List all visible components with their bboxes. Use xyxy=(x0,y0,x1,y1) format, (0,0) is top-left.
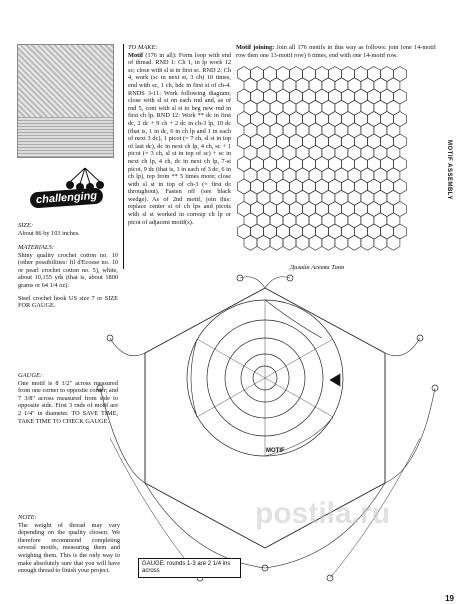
assembly-hexagon xyxy=(244,78,257,93)
assembly-hexagon xyxy=(244,145,257,160)
assembly-hexagon xyxy=(296,78,309,93)
note-text: The weight of thread may vary depending on the quality chosen. We therefore recommend completing several motifs, measuring them and weighing them. This is the only way to make absolutely sure that you will have enough thread to finish your project. xyxy=(18,521,120,575)
gauge-label: GAUGE: xyxy=(18,372,43,379)
assembly-hexagon xyxy=(270,235,283,250)
assembly-hexagon xyxy=(335,123,348,138)
assembly-hexagon xyxy=(283,100,296,115)
assembly-hexagon xyxy=(335,168,348,183)
difficulty-badge: challenging xyxy=(30,187,104,208)
bedspread-photo xyxy=(17,44,114,158)
assembly-hexagon xyxy=(283,78,296,93)
assembly-hexagon xyxy=(257,213,270,228)
assembly-hexagon xyxy=(348,235,361,250)
assembly-hexagon xyxy=(270,100,283,115)
note-label: NOTE: xyxy=(18,514,37,521)
difficulty-cherries-icon xyxy=(60,166,110,186)
size-section xyxy=(18,222,118,237)
crochet-diagram xyxy=(90,268,440,598)
assembly-hexagon xyxy=(374,190,387,205)
assembly-hexagon xyxy=(374,78,387,93)
motif-assembly-grid xyxy=(236,66,441,256)
assembly-hexagon xyxy=(283,168,296,183)
motif-title: Motif xyxy=(128,51,144,59)
joining-title: Motif joining: xyxy=(236,44,275,51)
assembly-hexagon xyxy=(387,78,400,93)
designer-signature: Дизайн Агеева Таня xyxy=(290,264,345,271)
assembly-hexagon xyxy=(296,235,309,250)
assembly-hexagon xyxy=(270,123,283,138)
assembly-hexagon xyxy=(270,213,283,228)
materials-text: Shiny quality crochet cotton no. 10 (other possibilities: fil d'Ecosse no. 10 or pearl crochet cotton no. 5), white, about 10,155 yds (that is, about 1800 grams or 64 1/4 oz). xyxy=(18,251,118,289)
assembly-hexagon xyxy=(309,78,322,93)
page-number: 19 xyxy=(445,594,454,603)
assembly-hexagon xyxy=(348,145,361,160)
assembly-hexagon xyxy=(335,235,348,250)
assembly-hexagon xyxy=(335,145,348,160)
assembly-hexagon xyxy=(322,78,335,93)
joining-text: Join all 176 motifs in this way as follows: join (one 14-motif row then one 13-motif row) 6 times, end with one 14-motif row. xyxy=(236,44,436,59)
assembly-hexagon xyxy=(283,213,296,228)
assembly-hexagon xyxy=(283,145,296,160)
assembly-hexagon xyxy=(244,235,257,250)
assembly-hexagon xyxy=(361,78,374,93)
assembly-hexagon xyxy=(257,123,270,138)
to-make-text: (176 in all): Form loop with end of thread. RND 1: Ch 1, in lp work 12 sc; close with sl st in first sc. RND 2: Ch 4, work (sc in next st, 3 ch) 10 times, end with sc, 1 ch, hdc in first st of ch-4. RNDS 3-11: Work following diagram; close with sl st on each rnd and, as of rnd 5, cont with sl st to beg new rnd in first ch lp. RND 12: Work ** dc in first dc, 2 dc + 9 ch + 2 dc in ch-3 lp, 10 dc (that is, 1 in dc, 6 in ch lp and 1 in each of next 3 dc), 1 picot (= 7 ch, sl st in top of last dc), dc in next ch lp, 4 ch, sc + 1 picot (= 3 ch, sl st in top of sc) + sc in next ch lp, 4 ch, dc in next ch lp, 7-st picot, 9 dc (that is, 1 in each of 3 dc, 6 in ch lp), rep from ** 5 times more; close with sl st in top of ch-3 (= first dc throughout). Fasten off (see black wedge). As of 2nd motif, join this: replace center st of ch lps and picots with sl st worked in corresp ch lp or picot of adjacent motif(s). xyxy=(128,51,232,226)
assembly-hexagon xyxy=(296,190,309,205)
assembly-hexagon xyxy=(387,168,400,183)
assembly-hexagon xyxy=(257,100,270,115)
assembly-hexagon xyxy=(322,100,335,115)
assembly-hexagon xyxy=(244,100,257,115)
assembly-hexagon xyxy=(348,213,361,228)
assembly-hexagon xyxy=(361,213,374,228)
assembly-hexagon xyxy=(283,190,296,205)
assembly-hexagon xyxy=(309,168,322,183)
assembly-hexagon xyxy=(257,168,270,183)
assembly-hexagon xyxy=(296,123,309,138)
joining-section xyxy=(236,44,436,59)
assembly-hexagon xyxy=(348,100,361,115)
assembly-hexagon xyxy=(335,100,348,115)
assembly-hexagon xyxy=(387,235,400,250)
assembly-hexagon xyxy=(387,190,400,205)
assembly-hexagon xyxy=(257,190,270,205)
assembly-hexagon xyxy=(309,123,322,138)
assembly-hexagon xyxy=(244,213,257,228)
assembly-hexagon xyxy=(335,78,348,93)
assembly-hexagon xyxy=(296,168,309,183)
assembly-hexagon xyxy=(322,168,335,183)
assembly-hexagon xyxy=(283,123,296,138)
motif-assembly-label: MOTIF ASSEMBLY xyxy=(446,140,452,200)
assembly-hexagon xyxy=(361,145,374,160)
assembly-hexagon xyxy=(361,168,374,183)
assembly-hexagon xyxy=(283,235,296,250)
assembly-hexagon xyxy=(387,123,400,138)
assembly-hexagon xyxy=(309,190,322,205)
assembly-hexagon xyxy=(374,213,387,228)
assembly-hexagon xyxy=(257,78,270,93)
materials-label: MATERIALS: xyxy=(18,244,54,251)
assembly-hexagon xyxy=(322,190,335,205)
assembly-hexagon xyxy=(361,123,374,138)
assembly-hexagon xyxy=(244,190,257,205)
assembly-hexagon xyxy=(309,235,322,250)
assembly-hexagon xyxy=(361,100,374,115)
assembly-hexagon xyxy=(387,100,400,115)
assembly-hexagon xyxy=(374,100,387,115)
assembly-hexagon xyxy=(296,213,309,228)
assembly-hexagon xyxy=(244,123,257,138)
assembly-hexagon xyxy=(244,168,257,183)
gauge-note-box: GAUGE: rounds 1-3 are 2 1/4 ins across xyxy=(138,558,241,578)
assembly-hexagon xyxy=(374,168,387,183)
assembly-hexagon xyxy=(348,78,361,93)
to-make-label: TO MAKE: xyxy=(128,44,158,51)
watermark: postila.ru xyxy=(255,497,391,530)
assembly-hexagon xyxy=(309,213,322,228)
assembly-hexagon xyxy=(387,145,400,160)
assembly-hexagon xyxy=(387,213,400,228)
size-label: SIZE: xyxy=(18,222,34,229)
assembly-hexagon xyxy=(335,190,348,205)
assembly-hexagon xyxy=(322,145,335,160)
assembly-hexagon xyxy=(309,145,322,160)
assembly-hexagon xyxy=(270,145,283,160)
assembly-hexagon xyxy=(296,145,309,160)
size-text: About 86 by 103 inches. xyxy=(18,229,80,237)
assembly-hexagon xyxy=(374,145,387,160)
motif-diagram-label: MOTIF xyxy=(266,448,285,454)
column-divider xyxy=(123,44,124,269)
assembly-hexagon xyxy=(348,168,361,183)
assembly-hexagon xyxy=(270,190,283,205)
assembly-hexagon xyxy=(335,213,348,228)
assembly-hexagon xyxy=(348,190,361,205)
assembly-hexagon xyxy=(361,235,374,250)
assembly-hexagon xyxy=(270,168,283,183)
assembly-hexagon xyxy=(322,235,335,250)
assembly-hexagon xyxy=(374,123,387,138)
assembly-hexagon xyxy=(361,190,374,205)
to-make-section xyxy=(128,44,231,226)
assembly-hexagon xyxy=(348,123,361,138)
assembly-hexagon xyxy=(296,100,309,115)
assembly-hexagon xyxy=(270,78,283,93)
assembly-hexagon xyxy=(257,235,270,250)
assembly-hexagon xyxy=(322,213,335,228)
assembly-hexagon xyxy=(257,145,270,160)
assembly-hexagon xyxy=(309,100,322,115)
assembly-hexagon xyxy=(374,235,387,250)
hook-text: Steel crochet hook US size 7 or SIZE FOR GAUGE. xyxy=(18,294,118,310)
assembly-hexagon xyxy=(322,123,335,138)
gauge-text: One motif is 8 1/2" across measured from one corner to opposite corner; and 7 3/8" across measured from side to opposite side. First 3 rnds of motif are 2 1/4" in diameter. TO SAVE TIME, TAKE TIME TO CHECK GAUGE. xyxy=(18,379,119,425)
